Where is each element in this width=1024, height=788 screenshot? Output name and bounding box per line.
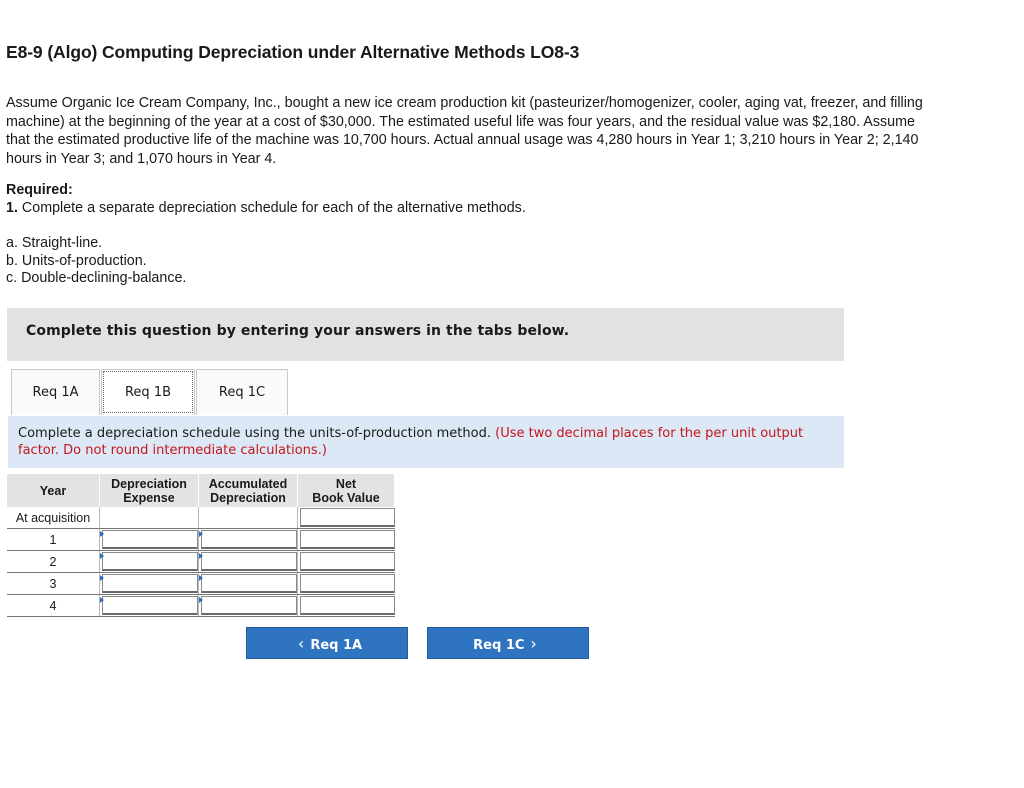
cell-empty bbox=[199, 507, 298, 529]
header-dep-line2: Expense bbox=[123, 490, 175, 505]
dropdown-marker-icon bbox=[199, 553, 203, 559]
banner-text: Complete this question by entering your answers in the tabs below. bbox=[26, 323, 570, 339]
tab-req-1b[interactable]: Req 1B bbox=[101, 369, 195, 415]
option-units-of-production: b. Units-of-production. bbox=[6, 252, 147, 269]
net-book-value-input[interactable] bbox=[300, 530, 395, 549]
header-depreciation-expense bbox=[100, 474, 199, 507]
header-net-book-value bbox=[298, 474, 395, 507]
cell-empty bbox=[100, 507, 199, 529]
cell-input-net-book-value[interactable] bbox=[298, 529, 395, 551]
dropdown-marker-icon bbox=[100, 553, 104, 559]
header-acc-line2: Depreciation bbox=[210, 490, 286, 505]
cell-input-depreciation[interactable] bbox=[100, 551, 199, 573]
next-tab-label: Req 1C bbox=[473, 638, 525, 653]
depreciation-input[interactable] bbox=[102, 596, 198, 615]
table-row bbox=[7, 551, 395, 573]
row-year-label: At acquisition bbox=[7, 507, 100, 529]
dropdown-marker-icon bbox=[199, 597, 203, 603]
cell-input-net-book-value[interactable] bbox=[298, 573, 395, 595]
prev-tab-button[interactable] bbox=[246, 627, 408, 659]
dropdown-marker-icon bbox=[199, 531, 203, 537]
instruction-text: Complete a depreciation schedule using the units-of-production method. bbox=[18, 426, 491, 441]
net-book-value-input[interactable] bbox=[300, 508, 395, 527]
cell-input-depreciation[interactable] bbox=[100, 529, 199, 551]
problem-text: Assume Organic Ice Cream Company, Inc., bought a new ice cream production kit (pasteurizer/homogenizer, cooler, aging vat, freezer, and filling machine) at the beginning of the year at a cost of $30,000. The estimated useful life was four years, and the residual value was $2,180. Assume that the estimated productive life of the machine was 10,700 hours. Actual annual usage was 4,280 hours in Year 1; 3,210 hours in Year 2; 2,140 hours in Year 3; and 1,070 hours in Year 4. bbox=[6, 95, 923, 167]
requirement-text: Complete a separate depreciation schedule for each of the alternative methods. bbox=[21, 200, 526, 216]
header-year: Year bbox=[7, 474, 100, 507]
option-straight-line: a. Straight-line. bbox=[6, 235, 103, 251]
depreciation-input[interactable] bbox=[102, 552, 198, 571]
cell-input-accumulated[interactable] bbox=[199, 529, 298, 551]
page-title: E8-9 (Algo) Computing Depreciation under Alternative Methods LO8-3 bbox=[6, 42, 580, 62]
dropdown-marker-icon bbox=[199, 575, 203, 581]
depreciation-input[interactable] bbox=[102, 530, 198, 549]
depreciation-input[interactable] bbox=[102, 574, 198, 593]
cell-input-accumulated[interactable] bbox=[199, 595, 298, 617]
net-book-value-input[interactable] bbox=[300, 574, 395, 593]
required-heading: Required: bbox=[6, 182, 73, 198]
tab-req-1c[interactable]: Req 1C bbox=[196, 369, 288, 415]
net-book-value-input[interactable] bbox=[300, 596, 395, 615]
header-nbv-line1: Net bbox=[335, 476, 357, 491]
header-dep-line1: Depreciation bbox=[111, 476, 187, 491]
table-row bbox=[7, 573, 395, 595]
cell-input-net-book-value[interactable] bbox=[298, 595, 395, 617]
depreciation-schedule bbox=[7, 474, 395, 617]
accumulated-input[interactable] bbox=[201, 574, 297, 593]
prev-tab-label: Req 1A bbox=[310, 638, 363, 653]
table-row bbox=[7, 507, 395, 529]
instructions-banner bbox=[7, 308, 844, 361]
chevron-right-icon: › bbox=[530, 634, 537, 653]
cell-input-depreciation[interactable] bbox=[100, 573, 199, 595]
cell-input-net-book-value[interactable] bbox=[298, 507, 395, 529]
header-nbv-line2: Book Value bbox=[312, 490, 380, 505]
header-accumulated-depreciation bbox=[199, 474, 298, 507]
dropdown-marker-icon bbox=[100, 597, 104, 603]
dropdown-marker-icon bbox=[100, 531, 104, 537]
method-options bbox=[6, 235, 186, 288]
chevron-left-icon: ‹ bbox=[297, 634, 305, 653]
tab-req-1a[interactable]: Req 1A bbox=[11, 369, 100, 415]
instruction-note: (Use two decimal places for the per unit output factor. Do not round intermediate calculations.) bbox=[18, 426, 804, 458]
requirement-number: 1. bbox=[6, 200, 18, 216]
table-row bbox=[7, 595, 395, 617]
tab-instructions bbox=[8, 416, 844, 468]
row-year-label: 1 bbox=[7, 529, 100, 551]
accumulated-input[interactable] bbox=[201, 596, 297, 615]
option-double-declining: c. Double-declining-balance. bbox=[6, 270, 187, 287]
accumulated-input[interactable] bbox=[201, 530, 297, 549]
requirement-1 bbox=[6, 200, 526, 216]
table-row bbox=[7, 529, 395, 551]
row-year-label: 2 bbox=[7, 551, 100, 573]
cell-input-accumulated[interactable] bbox=[199, 573, 298, 595]
header-acc-line1: Accumulated bbox=[208, 476, 288, 491]
row-year-label: 4 bbox=[7, 595, 100, 617]
accumulated-input[interactable] bbox=[201, 552, 297, 571]
net-book-value-input[interactable] bbox=[300, 552, 395, 571]
cell-input-depreciation[interactable] bbox=[100, 595, 199, 617]
dropdown-marker-icon bbox=[100, 575, 104, 581]
cell-input-accumulated[interactable] bbox=[199, 551, 298, 573]
instruction-paragraph bbox=[18, 426, 833, 459]
row-year-label: 3 bbox=[7, 573, 100, 595]
next-tab-button[interactable] bbox=[427, 627, 589, 659]
cell-input-net-book-value[interactable] bbox=[298, 551, 395, 573]
